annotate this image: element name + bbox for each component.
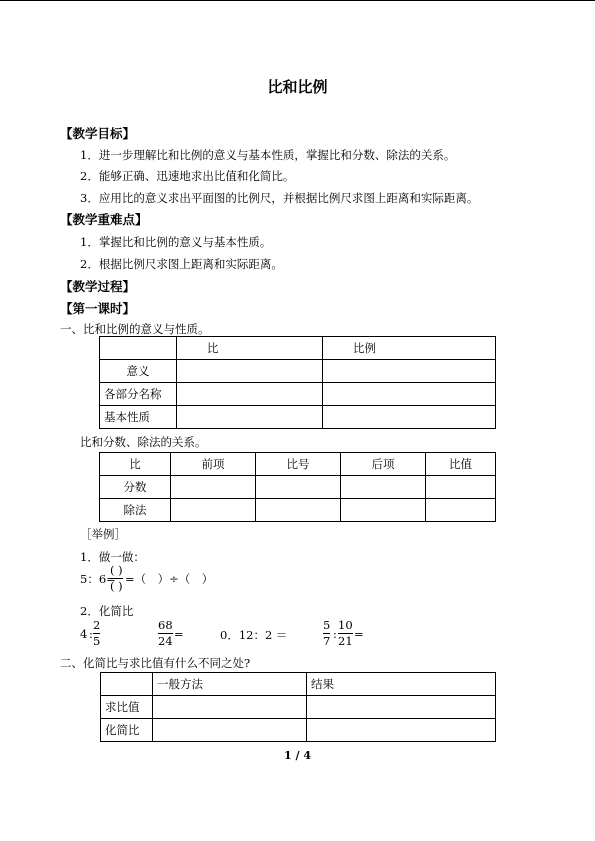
table-cell: [153, 696, 307, 719]
table-row-label: 分数: [100, 476, 171, 499]
table-cell: [341, 499, 426, 522]
table-row: [101, 719, 496, 742]
table-cell: [323, 360, 496, 383]
table-cell: [101, 673, 153, 696]
blank-fraction: [110, 564, 123, 593]
expr2-fraction: [158, 619, 173, 648]
fraction-numerator: ( ): [110, 563, 123, 577]
fraction-denominator: ( ): [110, 579, 123, 593]
fraction-denominator: 5: [93, 634, 101, 648]
expr1-fraction: [93, 619, 100, 648]
table-header-cell: 一般方法: [153, 673, 307, 696]
table-row: [100, 360, 496, 383]
exercise1-rhs: =（ ）÷（ ）: [125, 572, 214, 586]
expr4-equals: =: [354, 627, 364, 641]
table-cell: [177, 360, 323, 383]
table-row-label: 各部分名称: [100, 383, 177, 406]
fraction-numerator: 10: [338, 618, 353, 632]
ratio-fraction-division-table: [99, 452, 496, 522]
table-header-cell: 结果: [307, 673, 496, 696]
top-rule: [0, 0, 595, 1]
table-row: [100, 406, 496, 429]
table-row-label: 基本性质: [100, 406, 177, 429]
table-cell: [153, 719, 307, 742]
fraction-numerator: 68: [158, 618, 173, 632]
table-row: [101, 696, 496, 719]
table-cell: [426, 476, 496, 499]
page-number: 1 / 4: [284, 749, 311, 762]
table-row: [100, 476, 496, 499]
table-cell: [171, 476, 256, 499]
table-header-cell: 比值: [426, 453, 496, 476]
table-cell: [256, 476, 341, 499]
table-header-cell: 比号: [256, 453, 341, 476]
fraction-denominator: 24: [158, 634, 173, 648]
expr4-fraction-right: [338, 619, 353, 648]
simplify-vs-ratio-table: [100, 672, 496, 742]
table-cell: [426, 499, 496, 522]
table-header-cell: 比: [177, 337, 323, 360]
section1-label: 一、比和比例的意义与性质。: [60, 322, 210, 336]
expr3: 0．12：2 ＝: [220, 628, 288, 642]
table-cell: [177, 406, 323, 429]
fraction-denominator: 7: [323, 634, 331, 648]
key-point-item: 2．根据比例尺求图上距离和实际距离。: [80, 257, 283, 271]
table-header-cell: 比例: [323, 337, 496, 360]
expr1-colon: :: [89, 627, 93, 641]
table-row-label: 除法: [100, 499, 171, 522]
goals-heading: 【教学目标】: [60, 126, 136, 141]
fraction-numerator: 2: [93, 618, 101, 632]
example-label: ［举例］: [80, 527, 126, 541]
table-header-cell: 比: [100, 453, 171, 476]
expr4-fraction-left: [323, 619, 330, 648]
table-cell: [256, 499, 341, 522]
exercise1-lhs: 5：6=: [80, 572, 116, 586]
table-row: [100, 499, 496, 522]
table-cell: [177, 383, 323, 406]
table-cell: [323, 383, 496, 406]
key-points-heading: 【教学重难点】: [60, 212, 148, 227]
table-cell: [100, 337, 177, 360]
expr4-colon: :: [333, 627, 337, 641]
expr1-whole: 4: [80, 627, 88, 641]
exercise2-label: 2．化简比: [80, 604, 134, 618]
table-row-label: 意义: [100, 360, 177, 383]
exercise1-label: 1．做一做：: [80, 550, 145, 564]
page-title: 比和比例: [267, 78, 328, 96]
table-row: [100, 383, 496, 406]
key-point-item: 1．掌握比和比例的意义与基本性质。: [80, 235, 272, 249]
ratio-proportion-table: [99, 336, 496, 429]
lesson-heading: 【第一课时】: [60, 301, 136, 316]
fraction-numerator: 5: [323, 618, 331, 632]
table-cell: [341, 476, 426, 499]
table-row: [101, 673, 496, 696]
goal-item: 2．能够正确、迅速地求出比值和化简比。: [80, 169, 295, 183]
goal-item: 3．应用比的意义求出平面图的比例尺，并根据比例尺求图上距离和实际距离。: [80, 191, 479, 205]
section2-label: 二、化简比与求比值有什么不同之处?: [60, 656, 251, 670]
expr2-equals: =: [174, 627, 184, 641]
table-header-cell: 前项: [171, 453, 256, 476]
table-cell: [323, 406, 496, 429]
table-row-label: 化简比: [101, 719, 153, 742]
process-heading: 【教学过程】: [60, 279, 136, 294]
goal-item: 1．进一步理解比和比例的意义与基本性质，掌握比和分数、除法的关系。: [80, 148, 456, 162]
table-cell: [307, 696, 496, 719]
table-cell: [307, 719, 496, 742]
table-row: [100, 337, 496, 360]
table-header-cell: 后项: [341, 453, 426, 476]
table-row-label: 求比值: [101, 696, 153, 719]
table-cell: [171, 499, 256, 522]
relation-label: 比和分数、除法的关系。: [80, 435, 207, 449]
fraction-denominator: 21: [338, 634, 353, 648]
table-row: [100, 453, 496, 476]
